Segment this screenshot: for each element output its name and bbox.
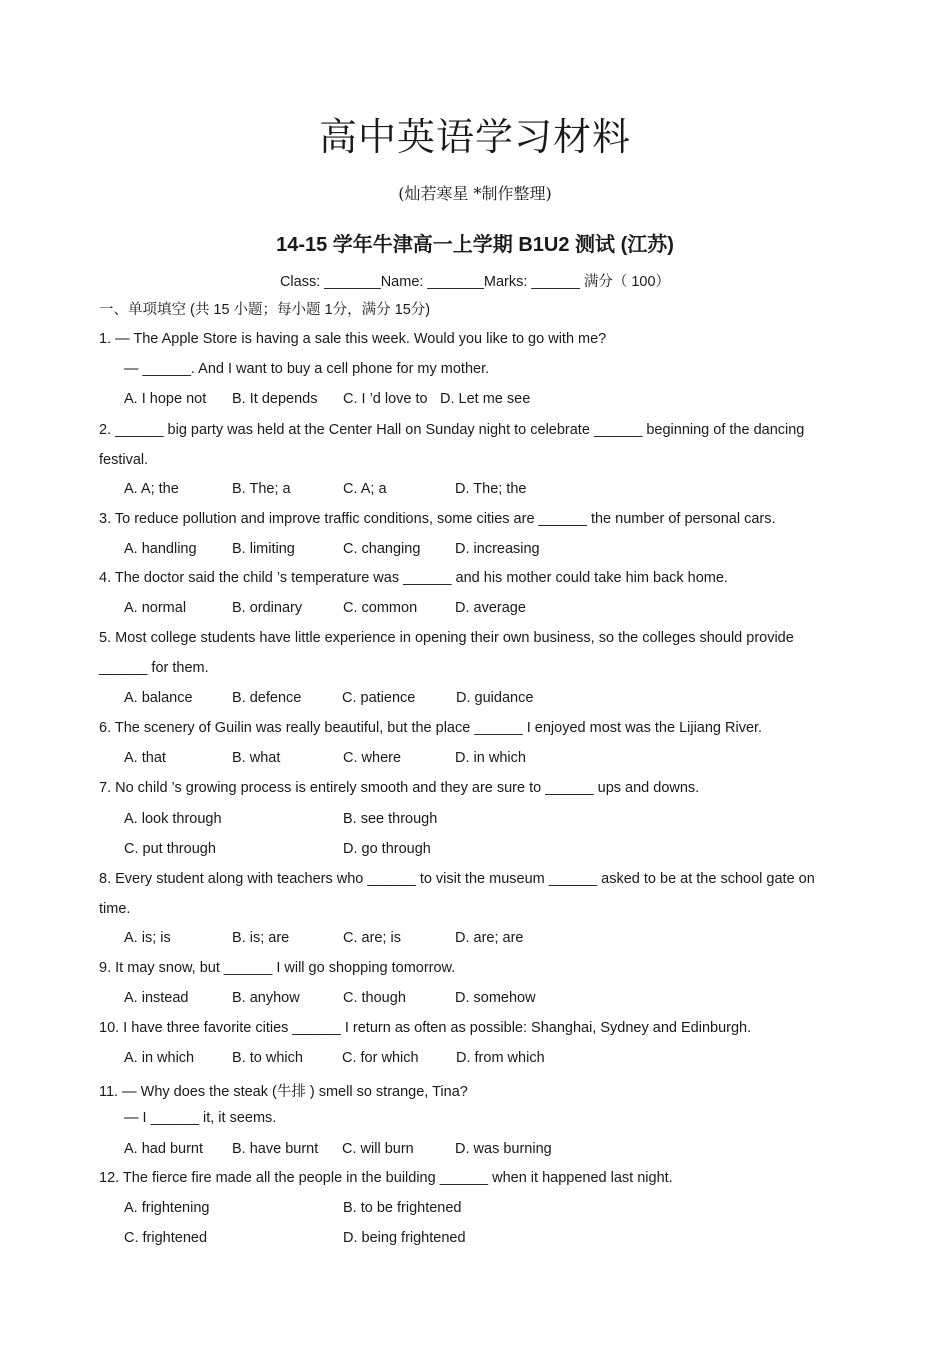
q2-option-a: A. A; the (124, 481, 179, 497)
q2-option-b: B. The; a (232, 481, 291, 497)
q12-option-a: A. frightening (124, 1200, 210, 1216)
question-9-stem: 9. It may snow, but ______ I will go shopping tomorrow. (99, 960, 456, 976)
page-title: 高中英语学习材料 (318, 115, 631, 159)
q1-option-a: A. I hope not (124, 391, 207, 407)
q8-option-b: B. is; are (232, 930, 290, 946)
q8-option-c: C. are; is (343, 930, 402, 946)
question-10-stem: 10. I have three favorite cities ______ I return as often as possible: Shanghai, Sydney and Edinburgh. (99, 1020, 752, 1036)
q11-option-b: B. have burnt (232, 1141, 319, 1157)
q1-option-d: D. Let me see (440, 391, 531, 407)
question-7-stem: 7. No child ’s growing process is entirely smooth and they are sure to ______ ups and downs. (99, 780, 700, 796)
q5-option-a: A. balance (124, 690, 193, 706)
q1-option-c: C. I ’d love to (343, 391, 428, 407)
q5-option-d: D. guidance (456, 690, 534, 706)
q5-option-b: B. defence (232, 690, 302, 706)
q9-option-c: C. though (343, 990, 406, 1006)
q3-option-a: A. handling (124, 541, 197, 557)
q10-option-c: C. for which (342, 1050, 419, 1066)
student-info-line: Class: _______Name: _______Marks: ______ 满分（ 100） (279, 274, 671, 290)
q4-option-b: B. ordinary (232, 600, 303, 616)
q11-option-d: D. was burning (455, 1141, 552, 1157)
q7-option-b: B. see through (343, 811, 438, 827)
q7-option-d: D. go through (343, 841, 431, 857)
question-12-stem: 12. The fierce fire made all the people in the building ______ when it happened last night. (99, 1170, 673, 1186)
question-5-stem: 5. Most college students have little experience in opening their own business, so the colleges should provide (99, 630, 794, 646)
q9-option-d: D. somehow (455, 990, 536, 1006)
q1-option-b: B. It depends (232, 391, 318, 407)
q11-option-a: A. had burnt (124, 1141, 203, 1157)
q4-option-c: C. common (343, 600, 418, 616)
q3-option-c: C. changing (343, 541, 421, 557)
q10-option-d: D. from which (456, 1050, 545, 1066)
question-2-stem-cont: festival. (99, 452, 149, 468)
question-2-stem: 2. ______ big party was held at the Center Hall on Sunday night to celebrate ______ beginning of the dancing (99, 422, 805, 438)
question-6-stem: 6. The scenery of Guilin was really beautiful, but the place ______ I enjoyed most was the Lijiang River. (99, 720, 763, 736)
q6-option-d: D. in which (455, 750, 526, 766)
q12-option-d: D. being frightened (343, 1230, 466, 1246)
q7-option-c: C. put through (124, 841, 216, 857)
exam-title: 14-15 学年牛津高一上学期 B1U2 测试 (江苏) (276, 234, 674, 256)
question-1-response: — ______. And I want to buy a cell phone for my mother. (124, 361, 490, 377)
q12-option-c: C. frightened (124, 1230, 208, 1246)
section-heading: 一、单项填空 (共 15 小题；每小题 1分，满分 15分) (99, 302, 431, 318)
q9-option-b: B. anyhow (232, 990, 300, 1006)
q2-option-d: D. The; the (455, 481, 527, 497)
question-4-stem: 4. The doctor said the child ’s temperature was ______ and his mother could take him back home. (99, 570, 728, 586)
question-11-stem: 11. — Why does the steak (牛排 ) smell so strange, Tina? (99, 1084, 468, 1100)
q7-option-a: A. look through (124, 811, 222, 827)
q8-option-a: A. is; is (124, 930, 171, 946)
q10-option-a: A. in which (124, 1050, 195, 1066)
q6-option-c: C. where (343, 750, 402, 766)
question-11-response: — I ______ it, it seems. (124, 1110, 277, 1126)
q11-option-c: C. will burn (342, 1141, 414, 1157)
q4-option-a: A. normal (124, 600, 187, 616)
q12-option-b: B. to be frightened (343, 1200, 462, 1216)
q6-option-a: A. that (124, 750, 166, 766)
q6-option-b: B. what (232, 750, 281, 766)
question-1-stem: 1. — The Apple Store is having a sale this week. Would you like to go with me? (99, 331, 607, 347)
question-5-stem-cont: ______ for them. (99, 660, 209, 676)
question-8-stem: 8. Every student along with teachers who ______ to visit the museum ______ asked to be at the school gate on (99, 871, 815, 887)
q10-option-b: B. to which (232, 1050, 303, 1066)
q2-option-c: C. A; a (343, 481, 387, 497)
question-3-stem: 3. To reduce pollution and improve traffic conditions, some cities are ______ the number of personal cars. (99, 511, 776, 527)
q3-option-b: B. limiting (232, 541, 295, 557)
q8-option-d: D. are; are (455, 930, 524, 946)
q4-option-d: D. average (455, 600, 526, 616)
q3-option-d: D. increasing (455, 541, 540, 557)
q5-option-c: C. patience (342, 690, 416, 706)
question-8-stem-cont: time. (99, 901, 131, 917)
q9-option-a: A. instead (124, 990, 189, 1006)
page-subtitle: (灿若寒星 *制作整理) (398, 184, 552, 203)
